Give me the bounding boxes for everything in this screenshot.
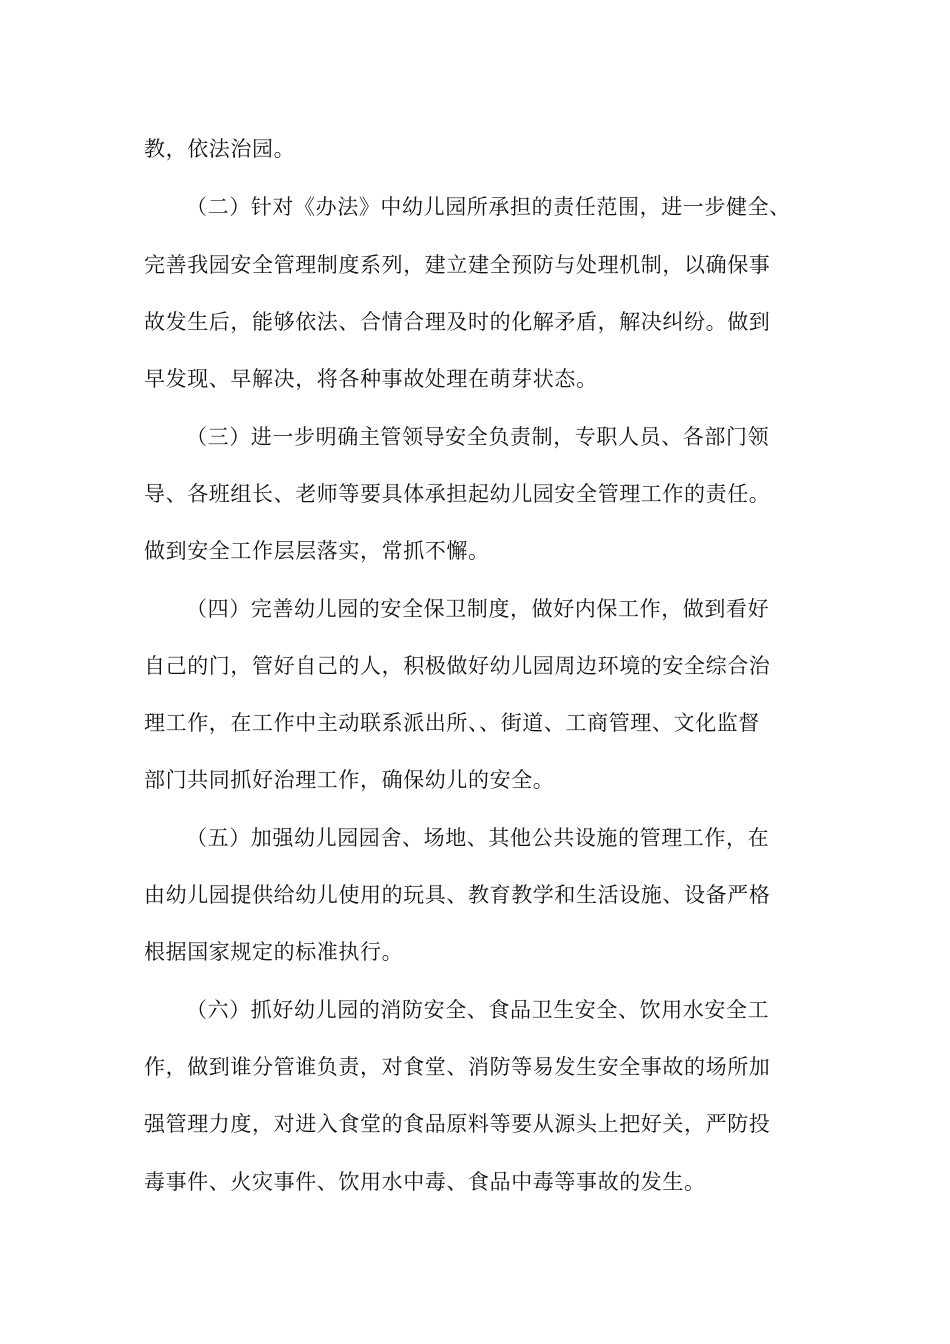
text-line: 作，做到谁分管谁负责，对食堂、消防等易发生安全事故的场所加 bbox=[144, 1055, 771, 1079]
text-line: 教，依法治园。 bbox=[144, 137, 296, 161]
text-line: 做到安全工作层层落实，常抓不懈。 bbox=[144, 539, 490, 563]
text-line: （三）进一步明确主管领导安全负责制，专职人员、各部门领 bbox=[186, 425, 770, 449]
text-line: 完善我园安全管理制度系列，建立建全预防与处理机制，以确保事 bbox=[144, 253, 771, 277]
text-line: 故发生后，能够依法、合情合理及时的化解矛盾，解决纠纷。做到 bbox=[144, 310, 771, 334]
text-line: （四）完善幼儿园的安全保卫制度，做好内保工作，做到看好 bbox=[186, 597, 770, 621]
text-line: （二）针对《办法》中幼儿园所承担的责任范围，进一步健全、 bbox=[186, 195, 791, 219]
text-line: 根据国家规定的标准执行。 bbox=[144, 940, 404, 964]
text-line: 部门共同抓好治理工作，确保幼儿的安全。 bbox=[144, 768, 555, 792]
text-line: 由幼儿园提供给幼儿使用的玩具、教育教学和生活设施、设备严格 bbox=[144, 883, 771, 907]
text-line: 理工作，在工作中主动联系派出所、、街道、工商管理、文化监督 bbox=[144, 711, 760, 735]
text-line: 导、各班组长、老师等要具体承担起幼儿园安全管理工作的责任。 bbox=[144, 482, 771, 506]
text-line: 早发现、早解决，将各种事故处理在萌芽状态。 bbox=[144, 367, 598, 391]
text-line: 毒事件、火灾事件、饮用水中毒、食品中毒等事故的发生。 bbox=[144, 1170, 706, 1194]
text-line: （五）加强幼儿园园舍、场地、其他公共设施的管理工作，在 bbox=[186, 826, 770, 850]
text-line: 强管理力度，对进入食堂的食品原料等要从源头上把好关，严防投 bbox=[144, 1112, 771, 1136]
text-line: 自己的门，管好自己的人，积极做好幼儿园周边环境的安全综合治 bbox=[144, 654, 771, 678]
text-line: （六）抓好幼儿园的消防安全、食品卫生安全、饮用水安全工 bbox=[186, 998, 770, 1022]
